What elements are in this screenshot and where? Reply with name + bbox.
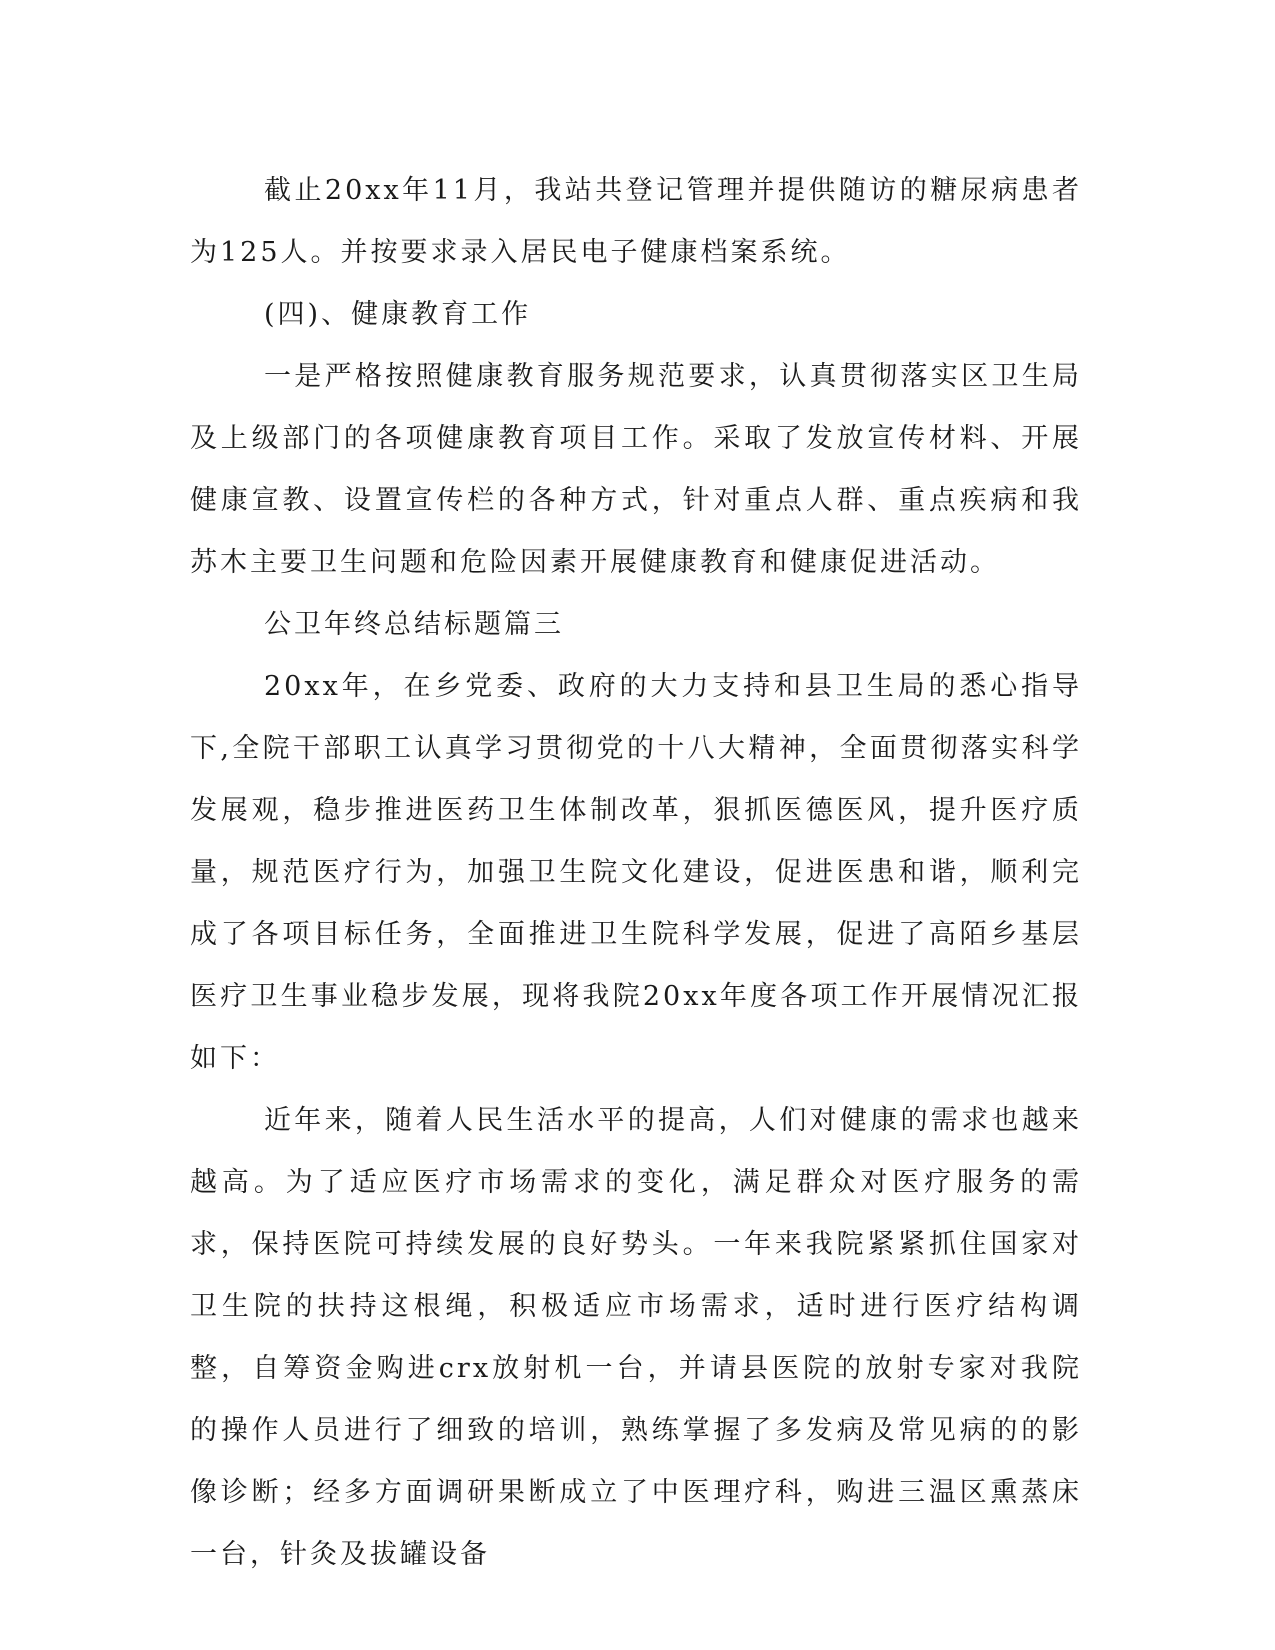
paragraph-health-education: 一是严格按照健康教育服务规范要求，认真贯彻落实区卫生局及上级部门的各项健康教育项目工作。采取了发放宣传材料、开展健康宣教、设置宣传栏的各种方式，针对重点人群、重点疾病和我苏木主要卫生问题和危险因素开展健康教育和健康促进活动。 — [190, 361, 1082, 578]
document-body — [190, 160, 1082, 1586]
section-heading-health-education: (四)、健康教育工作 — [264, 299, 532, 330]
paragraph-annual-summary: 20xx年，在乡党委、政府的大力支持和县卫生局的悉心指导下,全院干部职工认真学习贯彻党的十八大精神，全面贯彻落实科学发展观，稳步推进医药卫生体制改革，狠抓医德医风，提升医疗质量，规范医疗行为，加强卫生院文化建设，促进医患和谐，顺利完成了各项目标任务，全面推进卫生院科学发展，促进了高陌乡基层医疗卫生事业稳步发展，现将我院20xx年度各项工作开展情况汇报如下： — [190, 671, 1082, 1074]
paragraph-medical-development: 近年来，随着人民生活水平的提高，人们对健康的需求也越来越高。为了适应医疗市场需求的变化，满足群众对医疗服务的需求，保持医院可持续发展的良好势头。一年来我院紧紧抓住国家对卫生院的扶持这根绳，积极适应市场需求，适时进行医疗结构调整，自筹资金购进crx放射机一台，并请县医院的放射专家对我院的操作人员进行了细致的培训，熟练掌握了多发病及常见病的的影像诊断；经多方面调研果断成立了中医理疗科，购进三温区熏蒸床一台，针灸及拔罐设备 — [190, 1105, 1082, 1570]
paragraph-diabetes-followup: 截止20xx年11月，我站共登记管理并提供随访的糖尿病患者为125人。并按要求录入居民电子健康档案系统。 — [190, 175, 1082, 268]
section-heading-part-three: 公卫年终总结标题篇三 — [264, 609, 564, 640]
